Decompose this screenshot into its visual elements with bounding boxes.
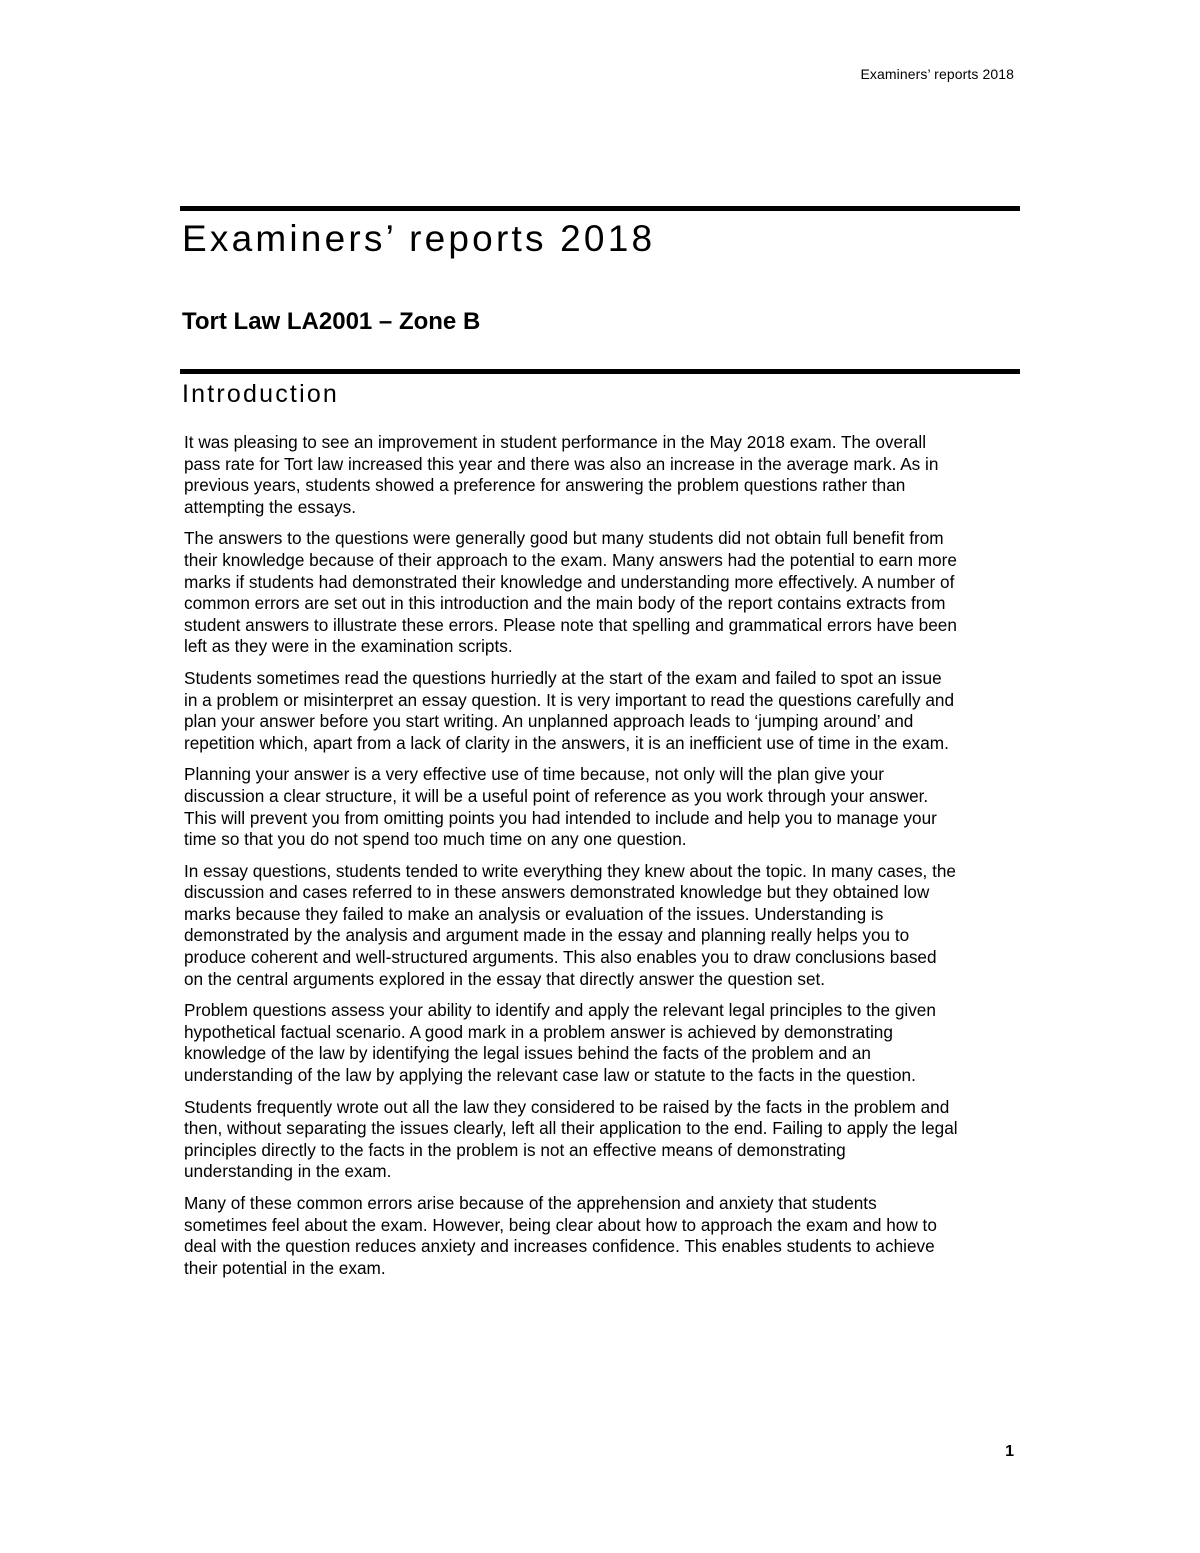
paragraph-4: Planning your answer is a very effective use of time because, not only will the plan give your discussion a clear structure, it will be a useful point of reference as you work through your answer. This will prevent you from omitting points you had intended to include and help you to manage your time so that you do not spend too much time on any one question.: [184, 764, 937, 850]
report-title: Examiners’ reports 2018: [182, 218, 656, 259]
paragraph-6: Problem questions assess your ability to identify and apply the relevant legal principles to the given hypothetical factual scenario. A good mark in a problem answer is achieved by demonstrating knowledge of the law by identifying the legal issues behind the facts of the problem and an understanding of the law by applying the relevant case law or statute to the facts in the question.: [184, 1000, 936, 1086]
running-header: Examiners’ reports 2018: [860, 66, 1014, 82]
section-heading-introduction: Introduction: [182, 380, 340, 408]
top-rule: [180, 206, 1020, 211]
bottom-rule: [180, 369, 1020, 374]
page-number: 1: [1005, 1443, 1014, 1460]
introduction-body: [184, 432, 1024, 1289]
paragraph-1: It was pleasing to see an improvement in student performance in the May 2018 exam. The overall pass rate for Tort law increased this year and there was also an increase in the average mark. As in previous years, students showed a preference for answering the problem questions rather than attempting the essays.: [184, 432, 939, 517]
paragraph-3: Students sometimes read the questions hurriedly at the start of the exam and failed to spot an issue in a problem or misinterpret an essay question. It is very important to read the questions carefully and plan your answer before you start writing. An unplanned approach leads to ‘jumping around’ and repetition which, apart from a lack of clarity in the answers, it is an inefficient use of time in the exam.: [184, 667, 955, 753]
course-title: Tort Law LA2001 – Zone B: [182, 308, 481, 335]
paragraph-8: Many of these common errors arise because of the apprehension and anxiety that students sometimes feel about the exam. However, being clear about how to approach the exam and how to deal with the question reduces anxiety and increases confidence. This enables students to achieve their potential in the exam.: [184, 1193, 937, 1278]
paragraph-7: Students frequently wrote out all the law they considered to be raised by the facts in the problem and then, without separating the issues clearly, left all their application to the end. Failing to apply the legal principles directly to the facts in the problem is not an effective means of demonstrating understanding in the exam.: [184, 1096, 958, 1182]
paragraph-2: The answers to the questions were generally good but many students did not obtain full benefit from their knowledge because of their approach to the exam. Many answers had the potential to earn more marks if students had demonstrated their knowledge and understanding more effectively. A number of common errors are set out in this introduction and the main body of the report contains extracts from student answers to illustrate these errors. Please note that spelling and grammatical errors have been left as they were in the examination scripts.: [184, 528, 957, 657]
paragraph-5: In essay questions, students tended to write everything they knew about the topic. In many cases, the discussion and cases referred to in these answers demonstrated knowledge but they obtained low marks because they failed to make an analysis or evaluation of the issues. Understanding is demonstrated by the analysis and argument made in the essay and planning really helps you to produce coherent and well-structured arguments. This also enables you to draw conclusions based on the central arguments explored in the essay that directly answer the question set.: [184, 860, 956, 989]
